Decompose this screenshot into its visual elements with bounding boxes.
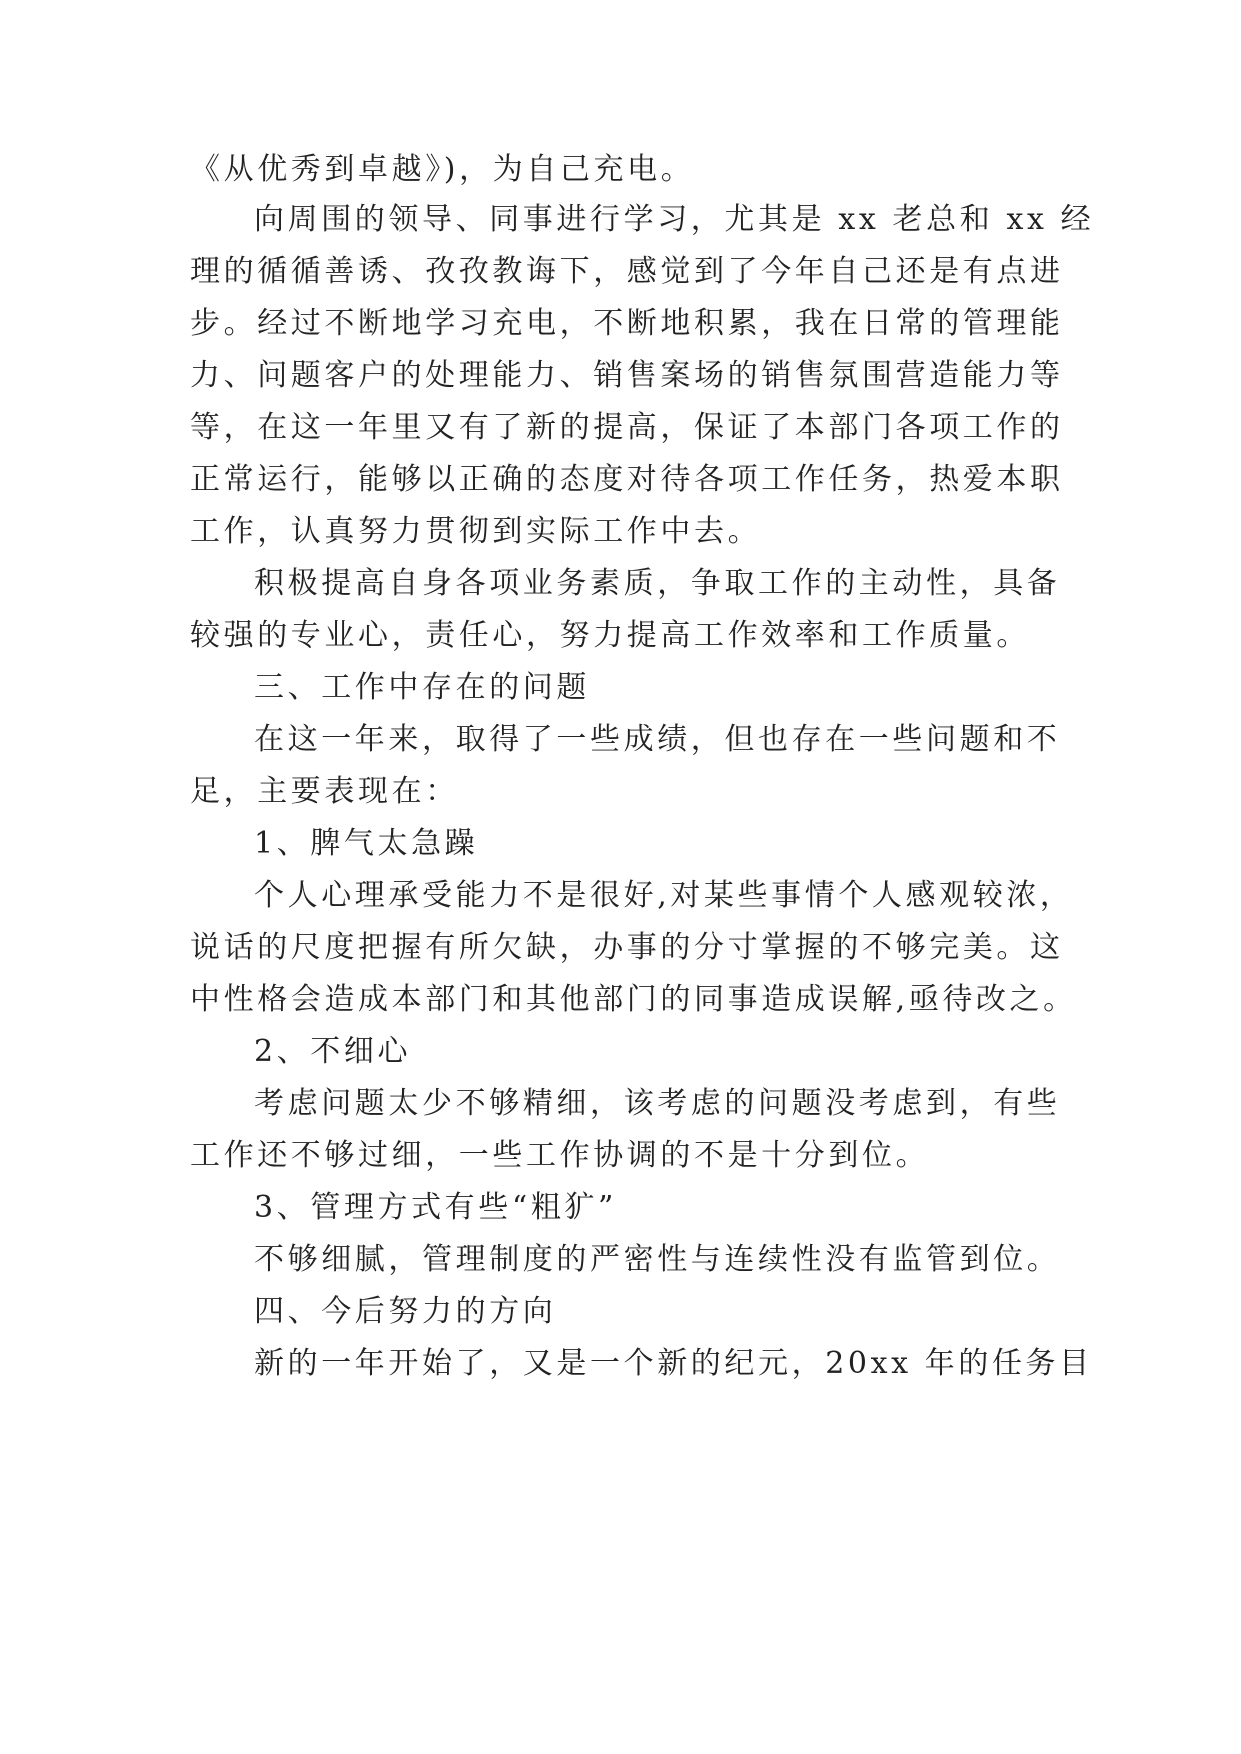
text-line: 中性格会造成本部门和其他部门的同事造成误解,亟待改之。 [190, 982, 1077, 1017]
text-line: 等，在这一年里又有了新的提高，保证了本部门各项工作的 [190, 410, 1064, 445]
text-line: 工作，认真努力贯彻到实际工作中去。 [190, 514, 762, 549]
text-line: 积极提高自身各项业务素质，争取工作的主动性，具备 [254, 566, 1061, 601]
section-heading: 四、今后努力的方向 [254, 1294, 557, 1329]
subheading: 1、脾气太急躁 [254, 826, 479, 861]
text-line: 正常运行，能够以正确的态度对待各项工作任务，热爱本职 [190, 462, 1064, 497]
text-line: 新的一年开始了，又是一个新的纪元，20xx 年的任务目 [254, 1346, 1093, 1381]
subheading: 3、管理方式有些“粗犷” [254, 1190, 617, 1225]
text-line: 力、问题客户的处理能力、销售案场的销售氛围营造能力等 [190, 358, 1064, 393]
text-line: 足，主要表现在： [190, 774, 459, 809]
text-line: 说话的尺度把握有所欠缺，办事的分寸掌握的不够完美。这 [190, 930, 1064, 965]
text-line: 向周围的领导、同事进行学习，尤其是 xx 老总和 xx 经 [254, 202, 1095, 237]
text-line: 步。经过不断地学习充电，不断地积累，我在日常的管理能 [190, 306, 1064, 341]
text-line: 不够细腻，管理制度的严密性与连续性没有监管到位。 [254, 1242, 1061, 1277]
text-line: 个人心理承受能力不是很好,对某些事情个人感观较浓， [254, 878, 1074, 913]
text-line: 《从优秀到卓越》)，为自己充电。 [190, 152, 695, 187]
text-line: 较强的专业心，责任心，努力提高工作效率和工作质量。 [190, 618, 1030, 653]
text-line: 在这一年来，取得了一些成绩，但也存在一些问题和不 [254, 722, 1061, 757]
text-line: 考虑问题太少不够精细，该考虑的问题没考虑到，有些 [254, 1086, 1061, 1121]
subheading: 2、不细心 [254, 1034, 412, 1069]
text-line: 理的循循善诱、孜孜教诲下，感觉到了今年自己还是有点进 [190, 254, 1064, 289]
text-line: 工作还不够过细，一些工作协调的不是十分到位。 [190, 1138, 930, 1173]
section-heading: 三、工作中存在的问题 [254, 670, 590, 705]
